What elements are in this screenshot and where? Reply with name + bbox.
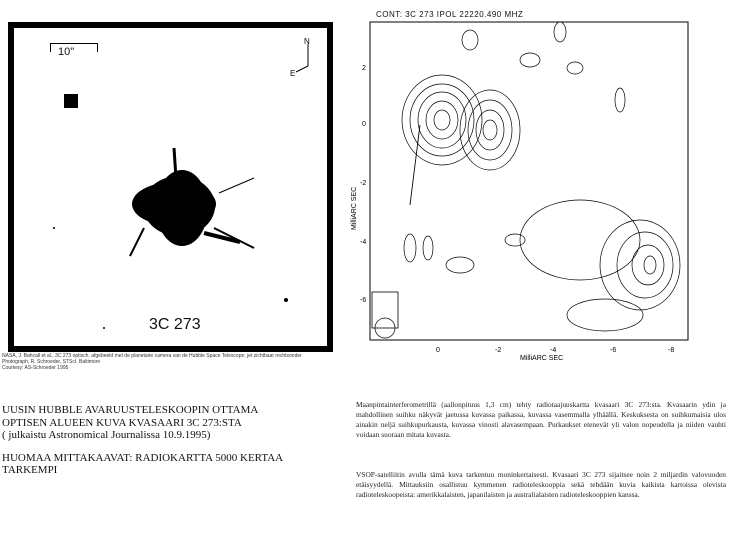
y-tick: -6 (360, 297, 367, 304)
y-axis-label: MilliARC SEC (351, 186, 358, 230)
x-axis-label: MilliARC SEC (520, 355, 564, 362)
knot-contour (483, 120, 497, 140)
jet-pointer (410, 125, 420, 205)
noise-contour (404, 234, 416, 262)
x-tick: -2 (495, 347, 502, 354)
y-tick: -2 (360, 180, 367, 187)
speck (284, 298, 288, 302)
caption-line: ( julkaistu Astronomical Journalissa 10.9.1995) (2, 429, 211, 441)
caption-line: TARKEMPI (2, 464, 58, 476)
core-contour (410, 84, 474, 156)
hubble-image-panel (8, 22, 333, 352)
y-tick: 2 (362, 65, 366, 72)
hubble-image-field (14, 28, 327, 346)
jet-contour (567, 299, 643, 331)
caption-line: UUSIN HUBBLE AVARUUSTELESKOOPIN OTTAMA (2, 404, 259, 416)
image-credit (2, 353, 342, 371)
noise-contour (520, 53, 540, 67)
jet-contour (632, 245, 664, 285)
speck (53, 227, 55, 229)
knot-contour (460, 90, 520, 170)
radio-map-title: CONT: 3C 273 IPOL 22220.490 MHZ (376, 10, 524, 19)
left-caption (2, 404, 347, 477)
jet-contour (617, 232, 673, 298)
right-caption-paragraph-1: Maanpintainterferometrillä (aallonpituus 1,3 cm) tehty radiotaajuuskartta kvasaari 3C 273:sta. Kvasaarin ydin ja mahdollinen suihku näkyvät jaetussa kuvassa paikassa, kuvassa vasemmalla ylhäällä. Keskuksesta on suihkumaisia ulos ainakin neljä suihkupurkausta, kuvassa vinosti alavasempaan. Purkaukset etenevät yli valon nopeudella ja niiden vauhti voidaan suoraan mitata kuvasta. (356, 400, 726, 439)
core-contour (434, 110, 450, 130)
target-label: 3C 273 (149, 316, 201, 333)
x-tick: -8 (668, 347, 675, 354)
compass-n-label: N (304, 38, 310, 46)
knot-contour (468, 100, 512, 160)
noise-contour (505, 234, 525, 246)
core-contour (426, 101, 458, 139)
x-tick: -4 (550, 347, 557, 354)
beam-box (372, 292, 398, 328)
knot-contour (476, 110, 504, 150)
scale-label: 10" (58, 46, 75, 58)
jet-contour (644, 256, 656, 274)
credit-line: Courtesy: AS-Schroeder 1995 (2, 365, 69, 371)
caption-line: HUOMAA MITTAKAAVAT: RADIOKARTTA 5000 KERTAA (2, 451, 284, 464)
noise-contour (462, 30, 478, 50)
credit-line: Photograph, R. Schroeder, STScI, Baltimore (2, 359, 101, 365)
core-contour (402, 75, 482, 165)
noise-contour (554, 22, 566, 42)
core-contour (418, 92, 466, 148)
jet-contour (600, 220, 680, 310)
noise-contour (423, 236, 433, 260)
noise-contour (446, 257, 474, 273)
right-caption-paragraph-2: VSOP-satelliitin avulla tämä kuva tarkentuu moninkertaisesti. Kvasaari 3C 273 sijaitsee noin 2 miljardin valovuoden etäisyydellä. Mittauksiin osallistuu kymmenen radioteleskooppia sekä tehdään kuvia kaikista kartoissa olevista radioteleskoopeista: amerikkalaisten, japanilaisten ja australialaisten radioteleskooppien kanssa. (356, 470, 726, 499)
quasar-blob (14, 28, 327, 346)
x-tick: -6 (610, 347, 617, 354)
compass-e-label: E (290, 69, 296, 78)
speck (103, 327, 105, 329)
noise-contour (615, 88, 625, 112)
x-tick: 0 (436, 347, 440, 354)
caption-line: OPTISEN ALUEEN KUVA KVASAARI 3C 273:STA (2, 416, 242, 429)
jet-contour (520, 200, 640, 280)
radio-contour-map (350, 20, 700, 365)
y-tick: -4 (360, 239, 367, 246)
map-frame (370, 22, 688, 340)
y-tick: 0 (362, 121, 366, 128)
credit-line: NASA, J. Bahcall et al., 3C 273 optisch, afgebeeld met de planetaire camera van de Hubble Space Telescope; jet zichtbaar rechtsonder (2, 353, 302, 359)
noise-contour (567, 62, 583, 74)
star-spot (64, 94, 78, 108)
